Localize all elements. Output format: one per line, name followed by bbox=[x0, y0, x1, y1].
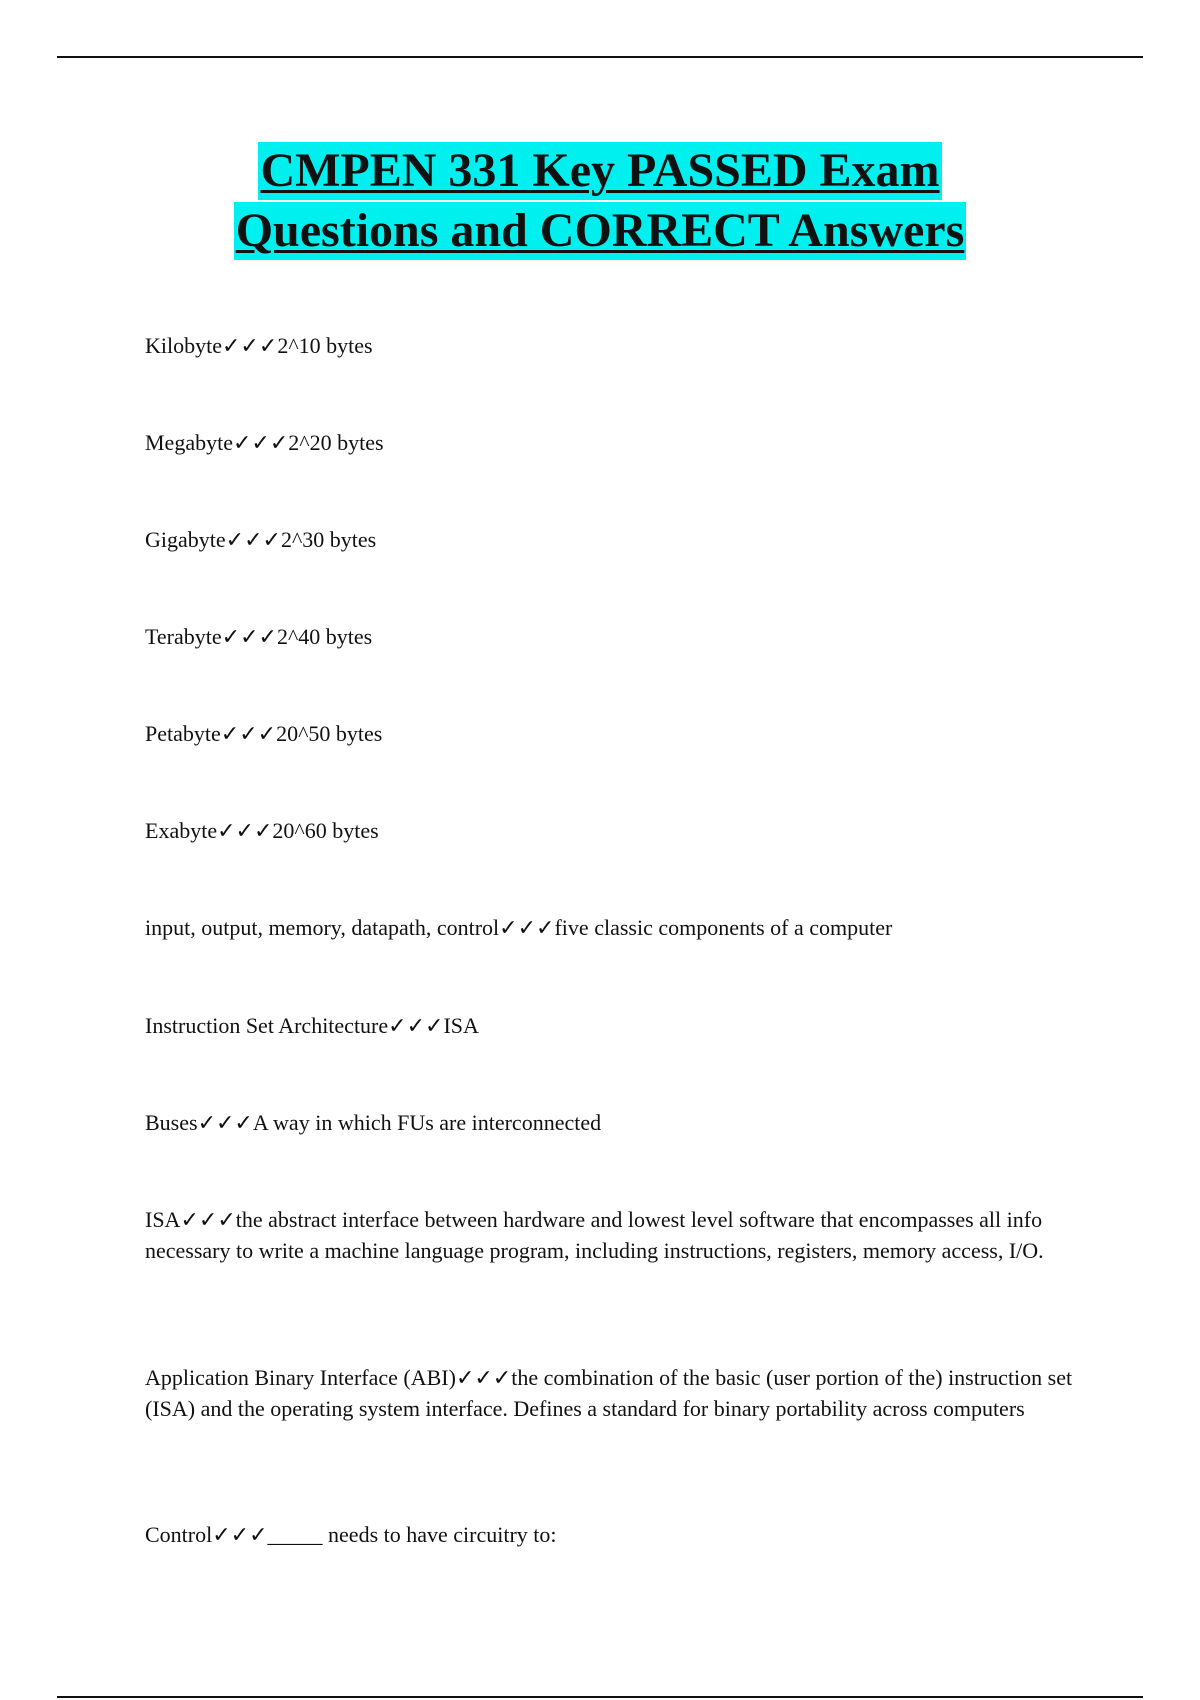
check-marks-icon: ✓✓✓ bbox=[225, 527, 281, 552]
title-line-1: CMPEN 331 Key PASSED Exam bbox=[258, 142, 941, 200]
check-marks-icon: ✓✓✓ bbox=[232, 430, 289, 455]
qa-item bbox=[145, 1519, 1075, 1550]
check-marks-icon: ✓✓✓ bbox=[221, 624, 277, 649]
check-marks-icon: ✓✓✓ bbox=[222, 333, 278, 358]
qa-answer: 20^50 bytes bbox=[276, 721, 383, 746]
qa-item bbox=[145, 427, 1075, 458]
qa-term: Application Binary Interface (ABI) bbox=[145, 1365, 456, 1390]
qa-term: Control bbox=[145, 1522, 213, 1547]
check-marks-icon: ✓✓✓ bbox=[212, 1522, 268, 1547]
qa-answer: ISA bbox=[443, 1013, 479, 1038]
qa-answer: five classic components of a computer bbox=[554, 915, 893, 940]
qa-item bbox=[145, 1010, 1075, 1041]
qa-term: Terabyte bbox=[145, 624, 222, 649]
qa-answer: the combination of the basic (user portion of the) instruction set (ISA) and the operating system interface. Defines a standard for binary portability across computers bbox=[145, 1365, 1073, 1421]
bottom-rule bbox=[57, 1696, 1143, 1698]
qa-answer: the abstract interface between hardware and lowest level software that encompasses all info necessary to write a machine language program, including instructions, registers, memory access, I/O. bbox=[145, 1207, 1044, 1263]
check-marks-icon: ✓✓✓ bbox=[388, 1013, 444, 1038]
title-line-2: Questions and CORRECT Answers bbox=[234, 202, 967, 260]
qa-answer: 20^60 bytes bbox=[272, 818, 379, 843]
check-marks-icon: ✓✓✓ bbox=[197, 1110, 253, 1135]
check-marks-icon: ✓✓✓ bbox=[455, 1365, 512, 1390]
qa-term: Gigabyte bbox=[145, 527, 226, 552]
qa-item bbox=[145, 1204, 1075, 1266]
qa-item bbox=[145, 524, 1075, 555]
qa-answer: A way in which FUs are interconnected bbox=[252, 1110, 602, 1135]
qa-term: Exabyte bbox=[145, 818, 218, 843]
qa-term: Petabyte bbox=[145, 721, 221, 746]
top-rule bbox=[57, 56, 1143, 58]
qa-item bbox=[145, 1107, 1075, 1138]
qa-term: Kilobyte bbox=[145, 333, 222, 358]
qa-item bbox=[145, 718, 1075, 749]
qa-answer: 2^40 bytes bbox=[276, 624, 373, 649]
qa-term: Buses bbox=[145, 1110, 198, 1135]
qa-item bbox=[145, 815, 1075, 846]
document-title bbox=[0, 142, 1200, 260]
qa-answer: 2^10 bytes bbox=[277, 333, 373, 358]
check-marks-icon: ✓✓✓ bbox=[499, 915, 555, 940]
qa-item bbox=[145, 330, 1075, 361]
check-marks-icon: ✓✓✓ bbox=[217, 818, 273, 843]
qa-item bbox=[145, 621, 1075, 652]
qa-term: Megabyte bbox=[145, 430, 233, 455]
check-marks-icon: ✓✓✓ bbox=[220, 721, 277, 746]
qa-term: Instruction Set Architecture bbox=[145, 1013, 389, 1038]
qa-term: input, output, memory, datapath, control bbox=[145, 915, 500, 940]
check-marks-icon: ✓✓✓ bbox=[180, 1207, 236, 1232]
qa-answer: 2^30 bytes bbox=[280, 527, 377, 552]
qa-item bbox=[145, 912, 1075, 943]
qa-term: ISA bbox=[145, 1207, 181, 1232]
qa-answer: 2^20 bytes bbox=[288, 430, 384, 455]
qa-item bbox=[145, 1362, 1075, 1424]
qa-answer: _____ needs to have circuitry to: bbox=[267, 1522, 557, 1547]
